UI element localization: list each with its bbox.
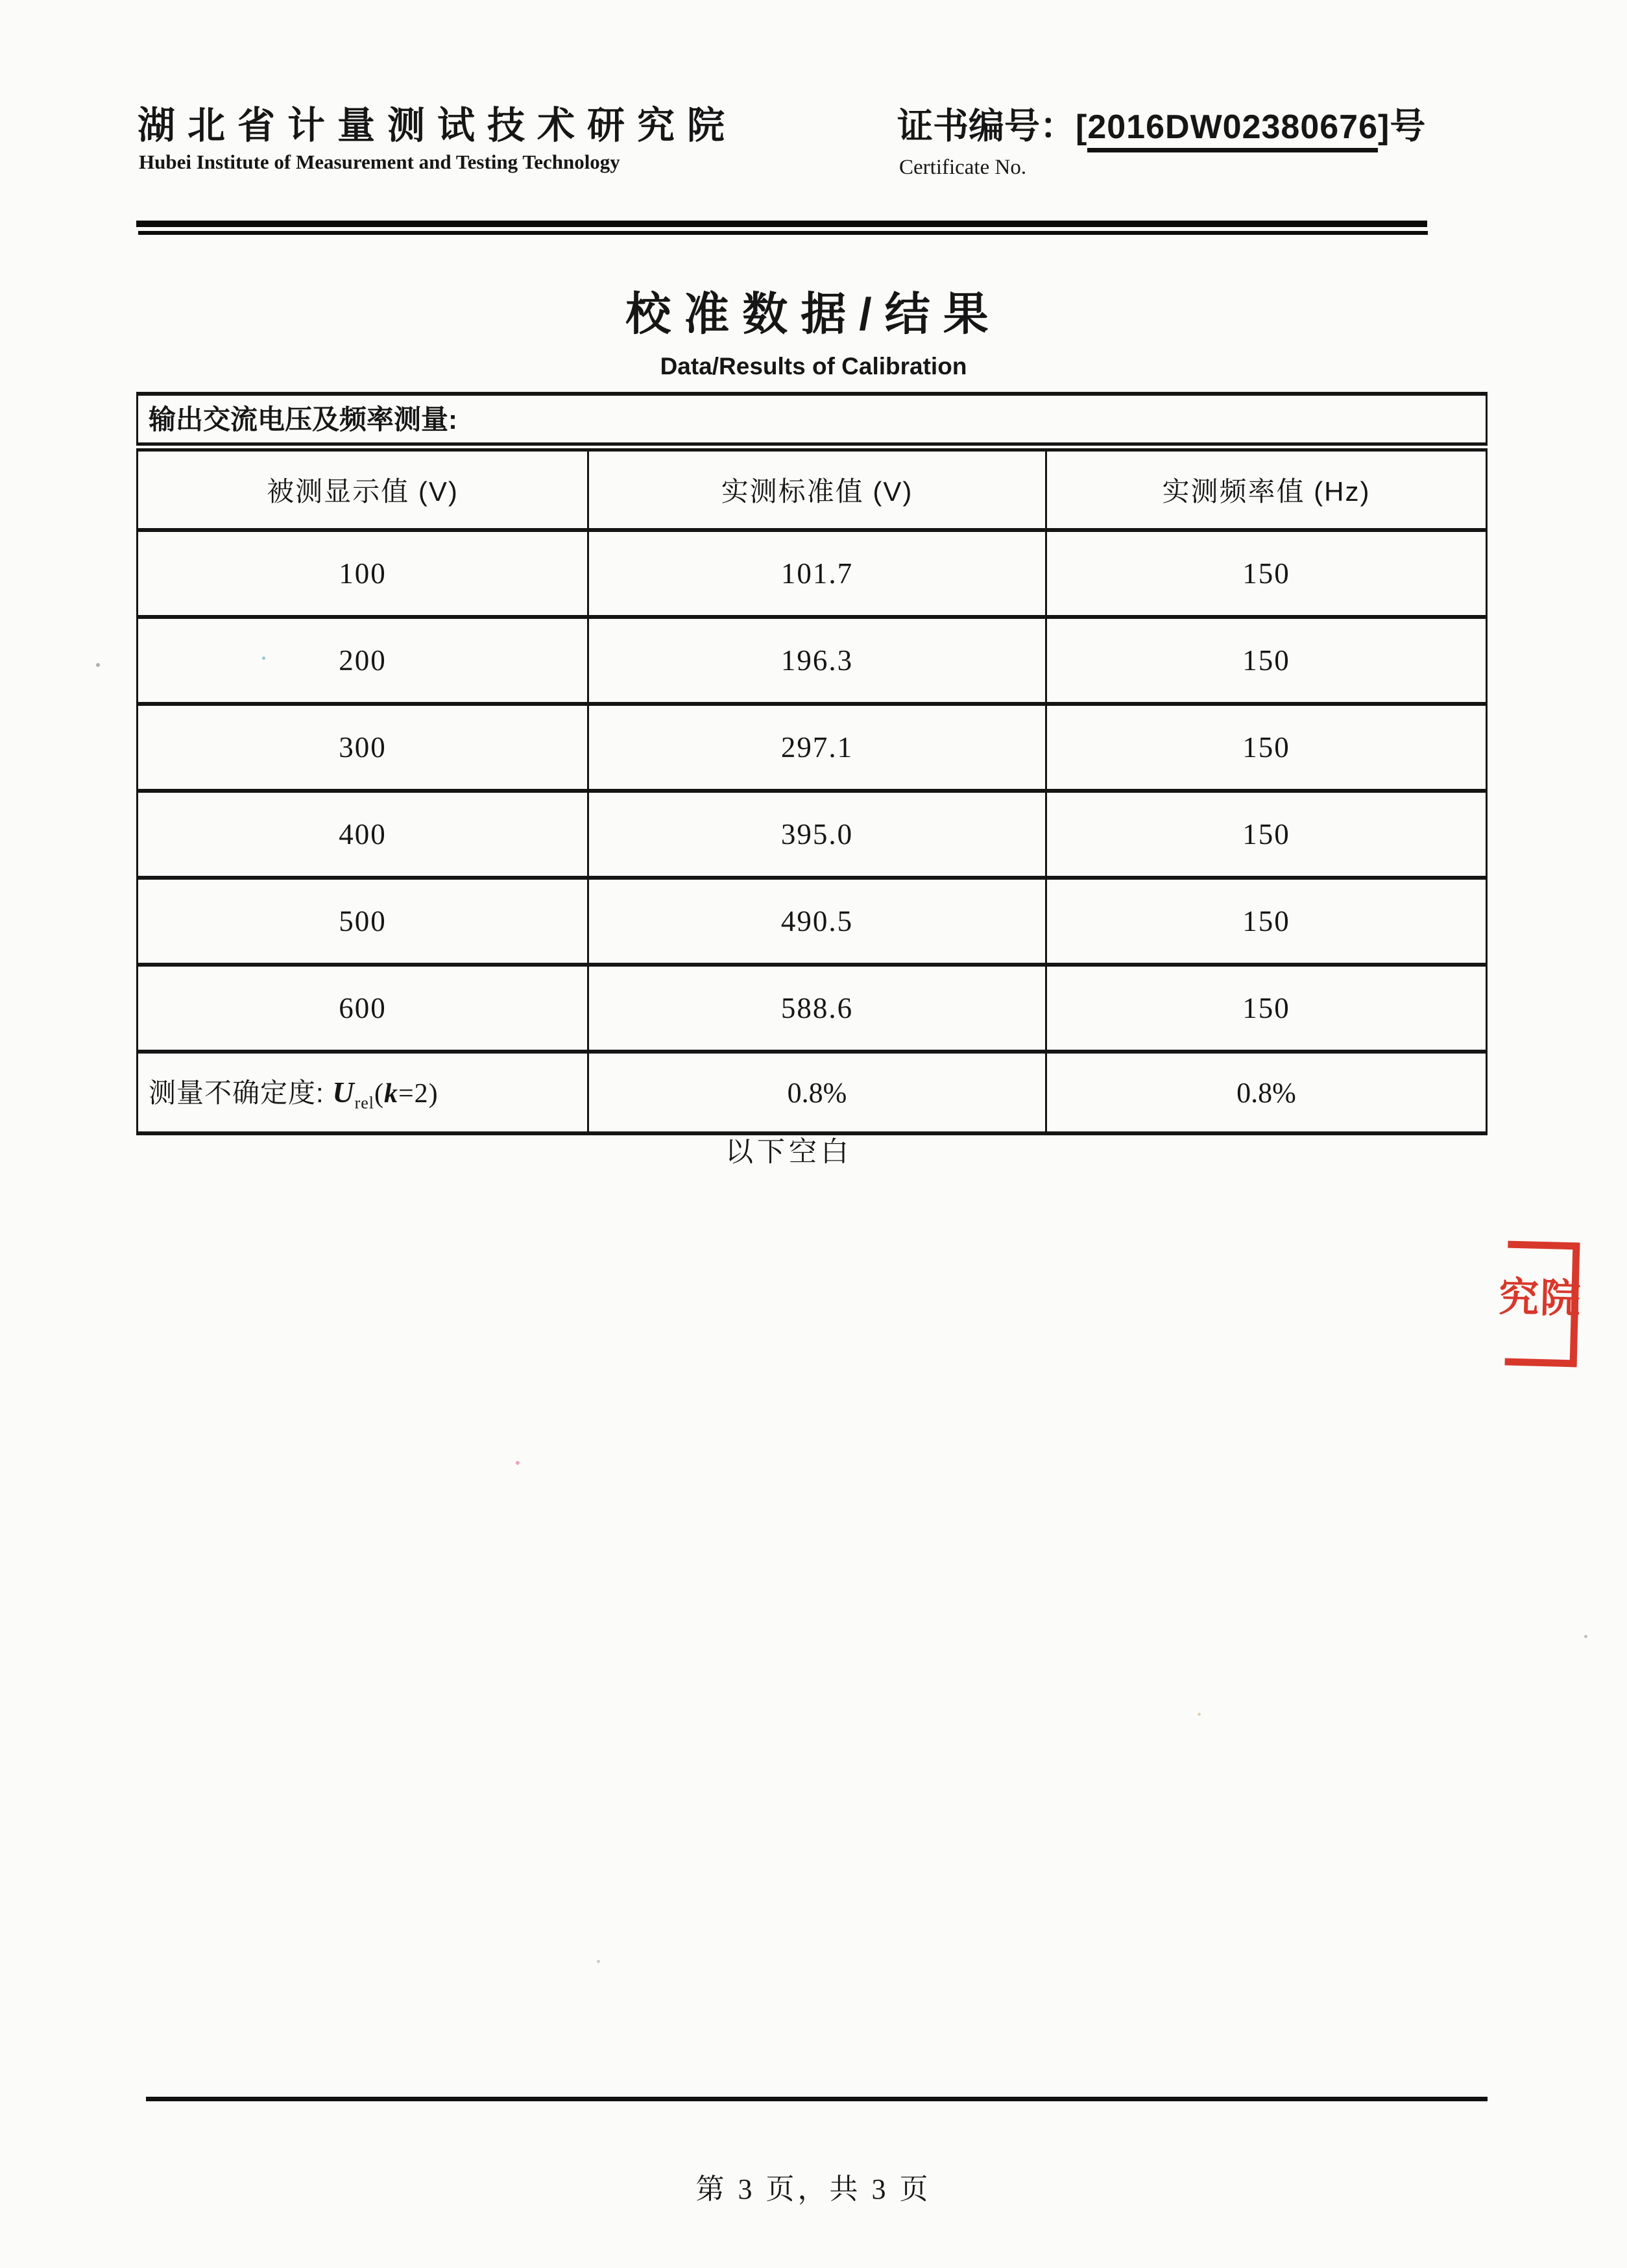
uncertainty-value-frequency: 0.8% — [1046, 1052, 1487, 1133]
table-cell: 200 — [138, 617, 588, 704]
uncertainty-k: k — [384, 1079, 398, 1109]
table-caption-row — [138, 394, 1487, 447]
uncertainty-row — [138, 1052, 1487, 1133]
table-row — [138, 530, 1487, 617]
red-seal-text: 究院 — [1498, 1275, 1583, 1322]
table-cell: 297.1 — [588, 704, 1046, 791]
uncertainty-value-voltage: 0.8% — [588, 1052, 1046, 1133]
table-cell: 600 — [138, 965, 588, 1052]
table-cell: 150 — [1046, 965, 1487, 1052]
table-cell: 100 — [138, 530, 588, 617]
column-header-measured-frequency: 实测频率值 (Hz) — [1046, 447, 1487, 530]
scan-speckle — [1198, 1713, 1201, 1716]
certificate-number-line — [897, 97, 1425, 149]
calibration-table — [136, 392, 1488, 1135]
page-subtitle: Data/Results of Calibration — [660, 353, 967, 380]
table-cell: 196.3 — [588, 617, 1046, 704]
table-row — [138, 617, 1487, 704]
uncertainty-paren-open: ( — [374, 1079, 384, 1109]
uncertainty-prefix: 测量不确定度: — [149, 1078, 333, 1109]
scan-speckle — [1584, 1635, 1587, 1638]
certificate-label-en: Certificate No. — [899, 156, 1027, 179]
header-divider-bottom — [138, 231, 1428, 235]
certificate-suffix: 号 — [1390, 106, 1426, 146]
table-header-row — [138, 447, 1487, 530]
institute-name-cn: 湖北省计量测试技术研究院 — [138, 104, 738, 147]
table-cell: 400 — [138, 791, 588, 878]
bracket-close: ] — [1378, 108, 1390, 146]
table-caption: 输出交流电压及频率测量: — [138, 394, 1487, 447]
table-cell: 490.5 — [588, 878, 1046, 965]
uncertainty-subscript: rel — [354, 1093, 374, 1113]
table-cell: 300 — [138, 704, 588, 791]
page-title: 校准数据/结果 — [625, 289, 1002, 339]
table-cell: 101.7 — [588, 530, 1046, 617]
uncertainty-label — [138, 1052, 588, 1133]
table-cell: 150 — [1046, 878, 1487, 965]
table-cell: 150 — [1046, 617, 1487, 704]
scan-speckle — [96, 663, 100, 667]
table-cell: 500 — [138, 878, 588, 965]
certificate-label-cn: 证书编号： — [897, 106, 1076, 146]
table-cell: 588.6 — [588, 965, 1046, 1052]
footer-divider — [146, 2097, 1488, 2101]
table-cell: 395.0 — [588, 791, 1046, 878]
uncertainty-symbol: U — [332, 1076, 355, 1109]
table-row — [138, 704, 1487, 791]
scan-speckle — [597, 1960, 600, 1963]
bracket-open: [ — [1076, 108, 1088, 146]
column-header-displayed-value: 被测显示值 (V) — [138, 447, 588, 530]
column-header-measured-standard: 实测标准值 (V) — [588, 447, 1046, 530]
uncertainty-k-rest: =2) — [398, 1079, 439, 1109]
certificate-number — [1076, 108, 1390, 152]
certificate-number-value: 2016DW02380676 — [1087, 108, 1378, 152]
page-number: 第 3 页，共 3 页 — [695, 2173, 932, 2205]
table-row — [138, 791, 1487, 878]
institute-name-en: Hubei Institute of Measurement and Testing Technology — [139, 151, 620, 173]
scan-speckle — [516, 1461, 520, 1465]
table-cell: 150 — [1046, 704, 1487, 791]
blank-below-note: 以下空白 — [725, 1137, 852, 1168]
table-row — [138, 965, 1487, 1052]
table-cell: 150 — [1046, 530, 1487, 617]
scan-speckle — [262, 657, 265, 660]
table-cell: 150 — [1046, 791, 1487, 878]
table-row — [138, 878, 1487, 965]
red-seal-fragment — [1498, 1241, 1583, 1368]
header-divider-top — [136, 221, 1427, 227]
